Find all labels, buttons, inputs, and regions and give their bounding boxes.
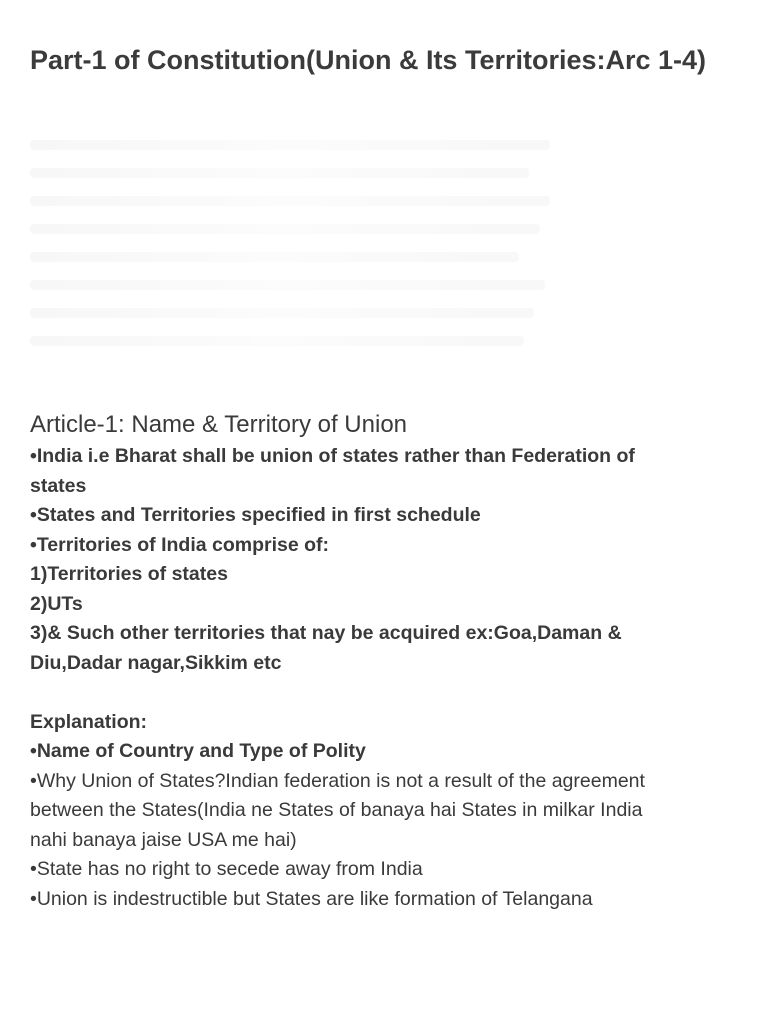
explanation-line: between the States(India ne States of banaya hai States in milkar India xyxy=(30,799,643,821)
note-title[interactable]: Part-1 of Constitution(Union & Its Territories:Arc 1-4) xyxy=(30,45,707,75)
faded-line xyxy=(30,196,550,206)
faded-text-area xyxy=(30,140,550,364)
explanation-label: Explanation: xyxy=(30,710,148,733)
explanation-point: •Name of Country and Type of Polity xyxy=(30,740,366,762)
article-line: states xyxy=(30,474,87,497)
explanation-line: •State has no right to secede away from India xyxy=(30,858,423,880)
article-line: 2)UTs xyxy=(30,592,83,615)
faded-line xyxy=(30,224,540,234)
faded-line xyxy=(30,308,534,318)
article-line: •States and Territories specified in first schedule xyxy=(30,504,481,526)
article-line: Diu,Dadar nagar,Sikkim etc xyxy=(30,651,282,674)
faded-line xyxy=(30,168,529,178)
article-line: •India i.e Bharat shall be union of states rather than Federation of xyxy=(30,445,635,467)
faded-line xyxy=(30,336,524,346)
blank-line xyxy=(30,678,742,708)
faded-line xyxy=(30,140,550,150)
faded-line xyxy=(30,252,519,262)
faded-line xyxy=(30,280,545,290)
article-heading: Article-1: Name & Territory of Union xyxy=(30,411,408,438)
explanation-line: •Union is indestructible but States are like formation of Telangana xyxy=(30,887,593,910)
explanation-line: nahi banaya jaise USA me hai) xyxy=(30,828,297,851)
article-line: 3)& Such other territories that nay be acquired ex:Goa,Daman & xyxy=(30,622,622,644)
note-body[interactable] xyxy=(30,408,742,914)
article-line: •Territories of India comprise of: xyxy=(30,533,330,556)
note-title-block xyxy=(30,44,742,77)
explanation-line: •Why Union of States?Indian federation is not a result of the agreement xyxy=(30,769,645,792)
article-points xyxy=(30,442,742,914)
article-line: 1)Territories of states xyxy=(30,563,228,585)
